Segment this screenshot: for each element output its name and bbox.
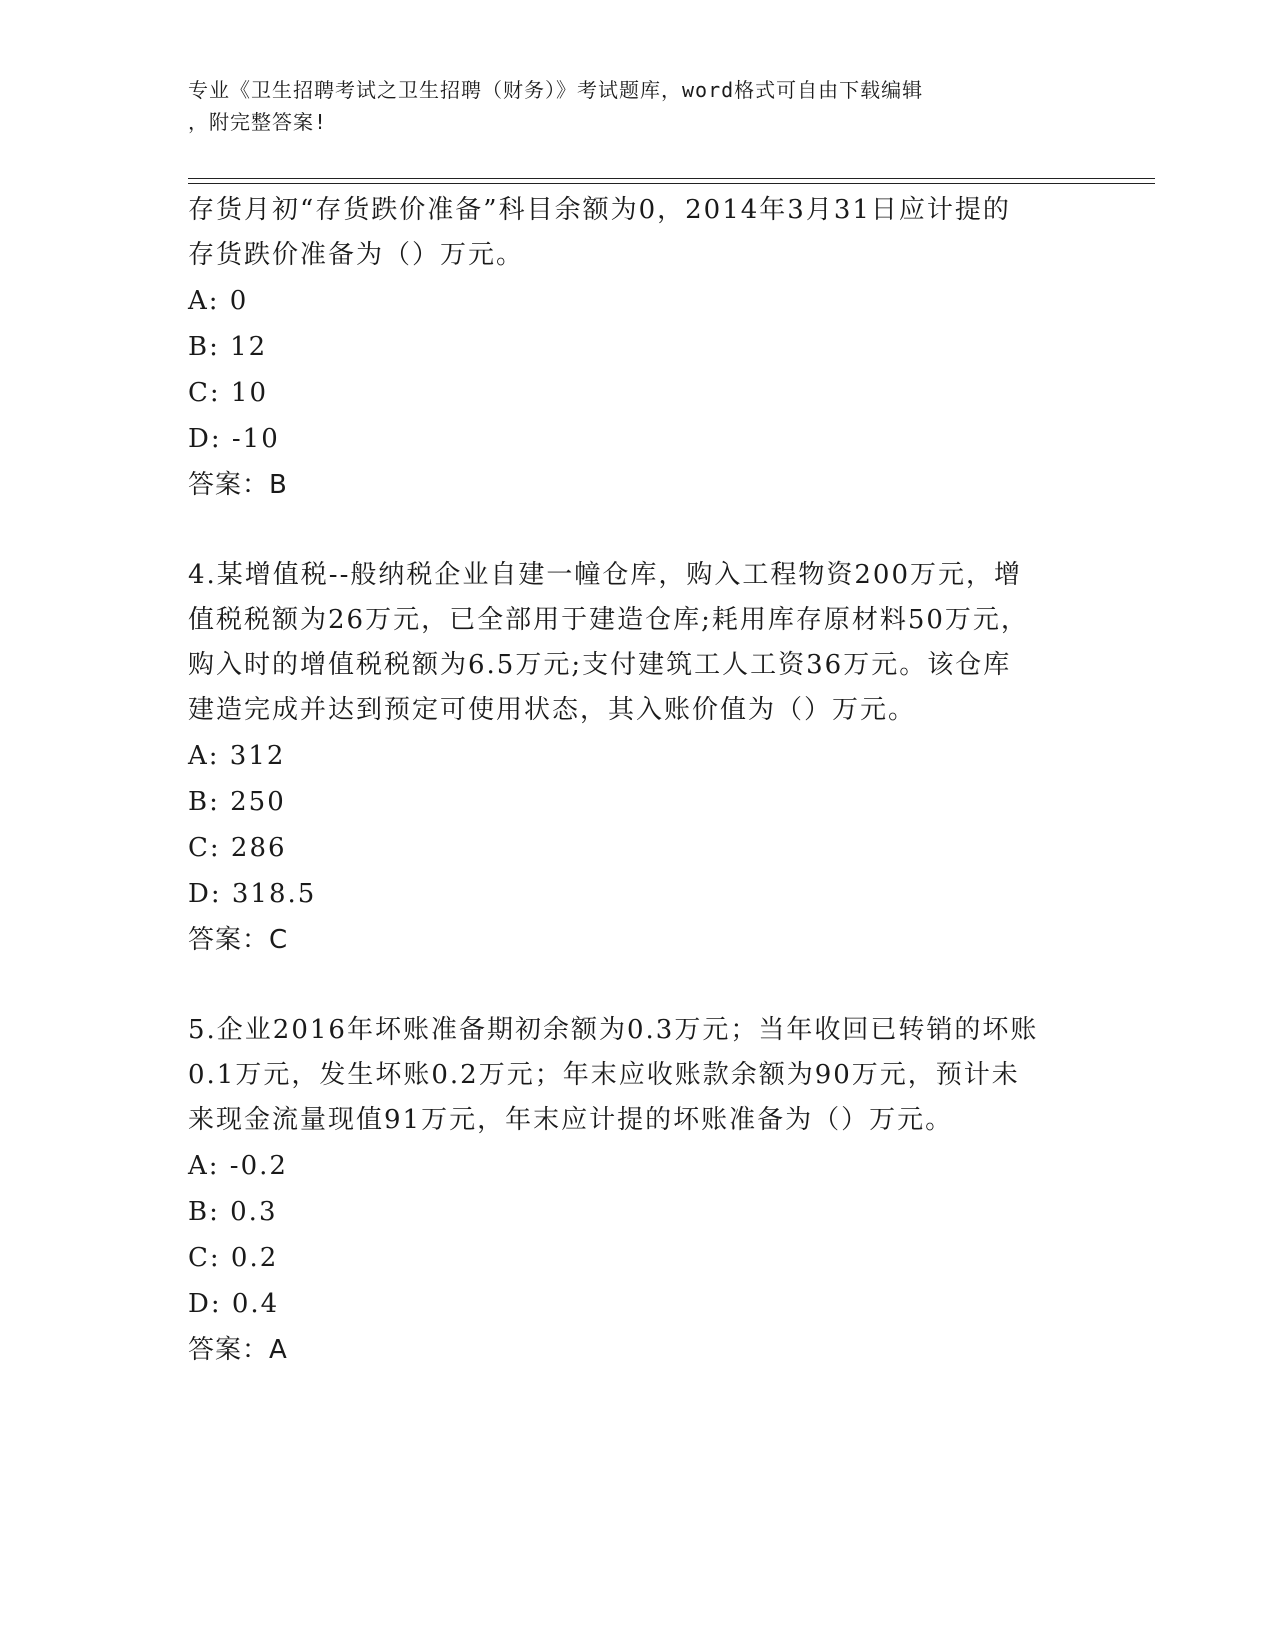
option-d: D: 318.5 bbox=[188, 879, 317, 909]
option-d: D: 0.4 bbox=[188, 1289, 280, 1319]
header-line-2: ，附完整答案! bbox=[188, 110, 328, 134]
header-line-1: 专业《卫生招聘考试之卫生招聘（财务）》考试题库，word格式可自由下载编辑 bbox=[188, 78, 924, 102]
option-c: C: 10 bbox=[188, 378, 269, 408]
option-b: B: 250 bbox=[188, 787, 286, 817]
question-list bbox=[188, 188, 1088, 1373]
option-d: D: -10 bbox=[188, 424, 280, 454]
question-item bbox=[188, 1008, 1088, 1373]
question-stem-line: 5.企业2016年坏账准备期初余额为0.3万元；当年收回已转销的坏账 bbox=[188, 1015, 1039, 1045]
header-divider-top bbox=[188, 178, 1155, 179]
answer-line: 答案：A bbox=[188, 1335, 288, 1365]
question-stem-line: 0.1万元，发生坏账0.2万元；年末应收账款余额为90万元，预计未 bbox=[188, 1060, 1020, 1090]
answer-line: 答案：C bbox=[188, 925, 289, 955]
answer-line: 答案：B bbox=[188, 470, 288, 500]
question-stem-line: 来现金流量现值91万元，年末应计提的坏账准备为（）万元。 bbox=[188, 1105, 954, 1135]
question-stem-line: 4.某增值税--般纳税企业自建一幢仓库，购入工程物资200万元，增 bbox=[188, 560, 1023, 590]
question-spacer bbox=[188, 508, 1088, 553]
question-stem-line: 存货跌价准备为（）万元。 bbox=[188, 240, 525, 270]
question-item bbox=[188, 553, 1088, 963]
option-b: B: 12 bbox=[188, 332, 268, 362]
option-c: C: 286 bbox=[188, 833, 287, 863]
option-a: A: 312 bbox=[188, 741, 286, 771]
header-divider-bottom bbox=[188, 183, 1155, 184]
question-stem-line: 值税税额为26万元，已全部用于建造仓库;耗用库存原材料50万元， bbox=[188, 605, 1029, 635]
document-header bbox=[188, 74, 1078, 138]
question-stem-line: 建造完成并达到预定可使用状态，其入账价值为（）万元。 bbox=[188, 695, 917, 725]
question-stem-line: 存货月初“存货跌价准备”科目余额为0，2014年3月31日应计提的 bbox=[188, 195, 1011, 225]
question-spacer bbox=[188, 963, 1088, 1008]
question-stem-line: 购入时的增值税税额为6.5万元;支付建筑工人工资36万元。该仓库 bbox=[188, 650, 1012, 680]
question-item bbox=[188, 188, 1088, 508]
option-a: A: -0.2 bbox=[188, 1151, 288, 1181]
option-a: A: 0 bbox=[188, 286, 249, 316]
option-b: B: 0.3 bbox=[188, 1197, 278, 1227]
option-c: C: 0.2 bbox=[188, 1243, 279, 1273]
